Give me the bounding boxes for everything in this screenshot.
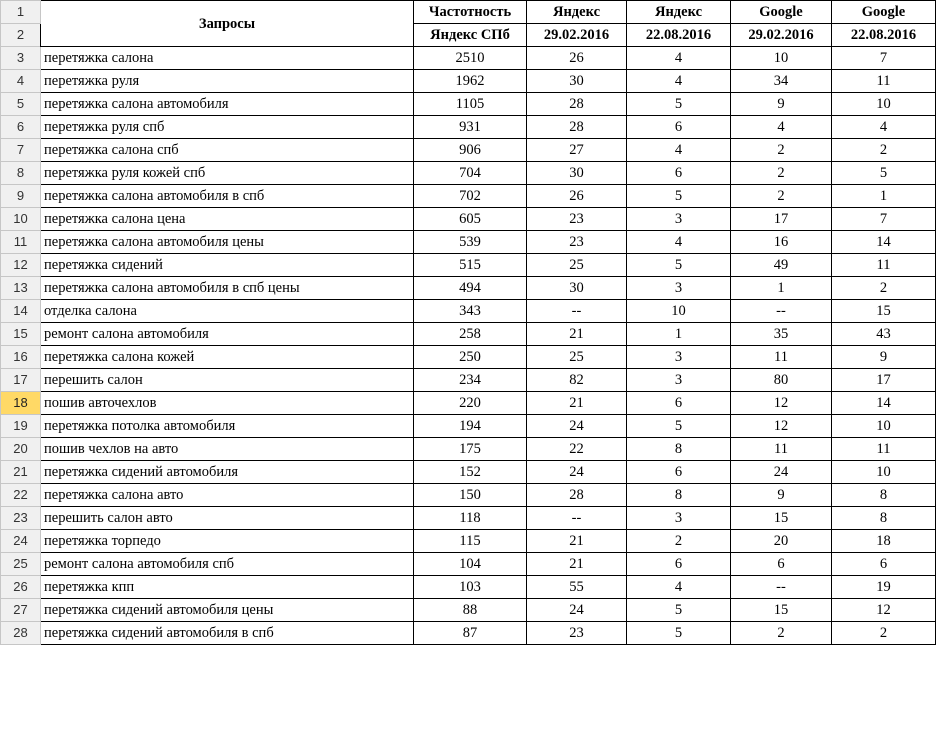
column-subheader-yandex-1[interactable]: 29.02.2016 [527, 24, 627, 47]
table-row [1, 576, 936, 599]
cell-query[interactable]: перетяжка руля [41, 70, 414, 93]
cell-query[interactable]: перетяжка салона автомобиля в спб [41, 185, 414, 208]
cell-google-2[interactable]: 12 [832, 599, 936, 622]
row-header[interactable]: 21 [1, 461, 41, 484]
cell-query[interactable]: перетяжка салона кожей [41, 346, 414, 369]
cell-google-2[interactable]: 2 [832, 139, 936, 162]
cell-yandex-1[interactable]: 21 [527, 553, 627, 576]
table-row [1, 415, 936, 438]
row-header[interactable]: 3 [1, 47, 41, 70]
cell-google-2[interactable]: 7 [832, 208, 936, 231]
cell-google-1[interactable]: 35 [731, 323, 832, 346]
cell-frequency[interactable]: 494 [414, 277, 527, 300]
table-row [1, 277, 936, 300]
table-row [1, 346, 936, 369]
cell-query[interactable]: пошив авточехлов [41, 392, 414, 415]
column-subheader-google-1[interactable]: 29.02.2016 [731, 24, 832, 47]
cell-query[interactable]: перешить салон авто [41, 507, 414, 530]
cell-query[interactable]: перетяжка кпп [41, 576, 414, 599]
cell-yandex-2[interactable]: 3 [627, 208, 731, 231]
cell-yandex-2[interactable]: 4 [627, 139, 731, 162]
cell-yandex-2[interactable]: 4 [627, 231, 731, 254]
column-header-yandex-2[interactable]: Яндекс [627, 1, 731, 24]
cell-google-1[interactable]: 11 [731, 438, 832, 461]
cell-frequency[interactable]: 115 [414, 530, 527, 553]
cell-google-1[interactable]: 80 [731, 369, 832, 392]
cell-query[interactable]: перетяжка салона цена [41, 208, 414, 231]
cell-query[interactable]: отделка салона [41, 300, 414, 323]
cell-google-2[interactable]: 18 [832, 530, 936, 553]
cell-yandex-1[interactable]: 30 [527, 70, 627, 93]
cell-yandex-1[interactable]: 24 [527, 599, 627, 622]
cell-yandex-2[interactable]: 8 [627, 438, 731, 461]
cell-query[interactable]: ремонт салона автомобиля спб [41, 553, 414, 576]
table-row [1, 438, 936, 461]
cell-google-1[interactable]: 24 [731, 461, 832, 484]
row-header[interactable]: 26 [1, 576, 41, 599]
cell-yandex-2[interactable]: 6 [627, 116, 731, 139]
cell-google-2[interactable]: 10 [832, 461, 936, 484]
cell-frequency[interactable]: 104 [414, 553, 527, 576]
cell-google-1[interactable]: 2 [731, 162, 832, 185]
row-header[interactable]: 2 [1, 24, 41, 47]
row-header[interactable]: 8 [1, 162, 41, 185]
table-row [1, 622, 936, 645]
row-header[interactable]: 28 [1, 622, 41, 645]
cell-frequency[interactable]: 118 [414, 507, 527, 530]
cell-yandex-1[interactable]: 23 [527, 231, 627, 254]
cell-frequency[interactable]: 931 [414, 116, 527, 139]
cell-yandex-2[interactable]: 2 [627, 530, 731, 553]
cell-query[interactable]: перетяжка салона автомобиля в спб цены [41, 277, 414, 300]
cell-google-1[interactable]: 12 [731, 415, 832, 438]
cell-yandex-1[interactable]: 23 [527, 208, 627, 231]
table-row [1, 185, 936, 208]
column-header-google-1[interactable]: Google [731, 1, 832, 24]
cell-google-2[interactable]: 10 [832, 93, 936, 116]
row-header[interactable]: 4 [1, 70, 41, 93]
cell-query[interactable]: перешить салон [41, 369, 414, 392]
table-row [1, 530, 936, 553]
column-subheader-yandex-2[interactable]: 22.08.2016 [627, 24, 731, 47]
table-row [1, 208, 936, 231]
cell-google-1[interactable]: 17 [731, 208, 832, 231]
cell-google-2[interactable]: 43 [832, 323, 936, 346]
row-header[interactable]: 17 [1, 369, 41, 392]
cell-google-1[interactable]: 11 [731, 346, 832, 369]
table-row [1, 93, 936, 116]
cell-yandex-2[interactable]: 6 [627, 553, 731, 576]
cell-yandex-2[interactable]: 5 [627, 599, 731, 622]
cell-yandex-2[interactable]: 4 [627, 576, 731, 599]
cell-query[interactable]: перетяжка салона авто [41, 484, 414, 507]
cell-google-2[interactable]: 11 [832, 254, 936, 277]
cell-yandex-2[interactable]: 5 [627, 254, 731, 277]
cell-frequency[interactable]: 258 [414, 323, 527, 346]
row-header[interactable]: 1 [1, 1, 41, 24]
cell-yandex-2[interactable]: 4 [627, 70, 731, 93]
cell-google-1[interactable]: 12 [731, 392, 832, 415]
cell-google-1[interactable]: 1 [731, 277, 832, 300]
cell-frequency[interactable]: 194 [414, 415, 527, 438]
cell-frequency[interactable]: 234 [414, 369, 527, 392]
cell-frequency[interactable]: 704 [414, 162, 527, 185]
cell-google-1[interactable]: -- [731, 300, 832, 323]
row-header[interactable]: 18 [1, 392, 41, 415]
cell-yandex-1[interactable]: 26 [527, 185, 627, 208]
cell-google-2[interactable]: 4 [832, 116, 936, 139]
cell-frequency[interactable]: 220 [414, 392, 527, 415]
cell-yandex-2[interactable]: 3 [627, 277, 731, 300]
row-header[interactable]: 5 [1, 93, 41, 116]
cell-yandex-1[interactable]: 28 [527, 93, 627, 116]
cell-google-1[interactable]: 6 [731, 553, 832, 576]
column-header-frequency[interactable]: Частотность [414, 1, 527, 24]
cell-yandex-2[interactable]: 5 [627, 93, 731, 116]
cell-yandex-1[interactable]: 82 [527, 369, 627, 392]
cell-yandex-2[interactable]: 4 [627, 47, 731, 70]
cell-yandex-2[interactable]: 1 [627, 323, 731, 346]
row-header[interactable]: 13 [1, 277, 41, 300]
column-subheader-google-2[interactable]: 22.08.2016 [832, 24, 936, 47]
cell-query[interactable]: перетяжка салона [41, 47, 414, 70]
cell-yandex-1[interactable]: 22 [527, 438, 627, 461]
table-row [1, 47, 936, 70]
row-header[interactable]: 22 [1, 484, 41, 507]
table-row [1, 461, 936, 484]
row-header[interactable]: 6 [1, 116, 41, 139]
cell-google-2[interactable]: 5 [832, 162, 936, 185]
cell-google-2[interactable]: 11 [832, 70, 936, 93]
cell-google-1[interactable]: 15 [731, 599, 832, 622]
cell-yandex-1[interactable]: 30 [527, 277, 627, 300]
row-header[interactable]: 25 [1, 553, 41, 576]
cell-google-2[interactable]: 7 [832, 47, 936, 70]
cell-query[interactable]: перетяжка руля кожей спб [41, 162, 414, 185]
column-header-queries[interactable]: Запросы [41, 1, 414, 47]
table-row [1, 70, 936, 93]
cell-google-1[interactable]: 9 [731, 484, 832, 507]
cell-yandex-1[interactable]: -- [527, 507, 627, 530]
row-header[interactable]: 27 [1, 599, 41, 622]
table-row [1, 231, 936, 254]
column-header-google-2[interactable]: Google [832, 1, 936, 24]
cell-query[interactable]: перетяжка салона спб [41, 139, 414, 162]
cell-yandex-2[interactable]: 6 [627, 162, 731, 185]
cell-google-2[interactable]: 15 [832, 300, 936, 323]
cell-google-1[interactable]: 15 [731, 507, 832, 530]
row-header[interactable]: 24 [1, 530, 41, 553]
cell-yandex-2[interactable]: 3 [627, 369, 731, 392]
cell-yandex-2[interactable]: 5 [627, 622, 731, 645]
table-row [1, 323, 936, 346]
cell-yandex-2[interactable]: 3 [627, 346, 731, 369]
cell-yandex-1[interactable]: 21 [527, 323, 627, 346]
cell-yandex-1[interactable]: 24 [527, 415, 627, 438]
table-row [1, 162, 936, 185]
table-row [1, 599, 936, 622]
row-header[interactable]: 11 [1, 231, 41, 254]
cell-yandex-2[interactable]: 5 [627, 415, 731, 438]
cell-frequency[interactable]: 343 [414, 300, 527, 323]
cell-frequency[interactable]: 88 [414, 599, 527, 622]
cell-yandex-1[interactable]: 55 [527, 576, 627, 599]
cell-google-1[interactable]: -- [731, 576, 832, 599]
table-row [1, 369, 936, 392]
cell-frequency[interactable]: 2510 [414, 47, 527, 70]
cell-yandex-2[interactable]: 5 [627, 185, 731, 208]
cell-query[interactable]: перетяжка сидений автомобиля [41, 461, 414, 484]
cell-yandex-1[interactable]: 21 [527, 392, 627, 415]
row-header[interactable]: 14 [1, 300, 41, 323]
cell-frequency[interactable]: 1962 [414, 70, 527, 93]
cell-google-1[interactable]: 16 [731, 231, 832, 254]
cell-yandex-2[interactable]: 3 [627, 507, 731, 530]
cell-query[interactable]: перетяжка сидений автомобиля в спб [41, 622, 414, 645]
cell-frequency[interactable]: 87 [414, 622, 527, 645]
cell-query[interactable]: перетяжка потолка автомобиля [41, 415, 414, 438]
cell-google-1[interactable]: 2 [731, 185, 832, 208]
cell-yandex-1[interactable]: 28 [527, 484, 627, 507]
cell-google-2[interactable]: 17 [832, 369, 936, 392]
cell-yandex-2[interactable]: 6 [627, 392, 731, 415]
table-row [1, 553, 936, 576]
cell-google-2[interactable]: 2 [832, 277, 936, 300]
cell-frequency[interactable]: 250 [414, 346, 527, 369]
cell-query[interactable]: ремонт салона автомобиля [41, 323, 414, 346]
cell-yandex-1[interactable]: 27 [527, 139, 627, 162]
cell-google-2[interactable]: 6 [832, 553, 936, 576]
row-header[interactable]: 7 [1, 139, 41, 162]
cell-yandex-2[interactable]: 10 [627, 300, 731, 323]
cell-google-2[interactable]: 8 [832, 484, 936, 507]
cell-google-1[interactable]: 20 [731, 530, 832, 553]
table-row [1, 507, 936, 530]
column-subheader-frequency[interactable]: Яндекс СПб [414, 24, 527, 47]
cell-yandex-1[interactable]: 21 [527, 530, 627, 553]
table-row [1, 116, 936, 139]
cell-frequency[interactable]: 1105 [414, 93, 527, 116]
row-header[interactable]: 23 [1, 507, 41, 530]
cell-yandex-1[interactable]: 25 [527, 254, 627, 277]
cell-google-2[interactable]: 11 [832, 438, 936, 461]
table-row [1, 484, 936, 507]
cell-frequency[interactable]: 605 [414, 208, 527, 231]
row-header[interactable]: 15 [1, 323, 41, 346]
cell-frequency[interactable]: 152 [414, 461, 527, 484]
table-row [1, 139, 936, 162]
row-header[interactable]: 9 [1, 185, 41, 208]
cell-query[interactable]: перетяжка торпедо [41, 530, 414, 553]
cell-yandex-1[interactable]: 24 [527, 461, 627, 484]
cell-google-2[interactable]: 10 [832, 415, 936, 438]
column-header-yandex-1[interactable]: Яндекс [527, 1, 627, 24]
cell-frequency[interactable]: 515 [414, 254, 527, 277]
row-header[interactable]: 10 [1, 208, 41, 231]
cell-google-1[interactable]: 4 [731, 116, 832, 139]
cell-google-2[interactable]: 14 [832, 231, 936, 254]
cell-frequency[interactable]: 103 [414, 576, 527, 599]
cell-frequency[interactable]: 150 [414, 484, 527, 507]
cell-frequency[interactable]: 539 [414, 231, 527, 254]
cell-google-2[interactable]: 1 [832, 185, 936, 208]
cell-query[interactable]: перетяжка сидений [41, 254, 414, 277]
cell-google-2[interactable]: 19 [832, 576, 936, 599]
row-header[interactable]: 19 [1, 415, 41, 438]
cell-frequency[interactable]: 702 [414, 185, 527, 208]
cell-yandex-2[interactable]: 8 [627, 484, 731, 507]
cell-google-1[interactable]: 2 [731, 622, 832, 645]
cell-google-2[interactable]: 9 [832, 346, 936, 369]
cell-yandex-1[interactable]: -- [527, 300, 627, 323]
cell-query[interactable]: перетяжка руля спб [41, 116, 414, 139]
cell-yandex-1[interactable]: 26 [527, 47, 627, 70]
cell-query[interactable]: перетяжка салона автомобиля [41, 93, 414, 116]
cell-google-1[interactable]: 49 [731, 254, 832, 277]
cell-google-2[interactable]: 8 [832, 507, 936, 530]
cell-google-1[interactable]: 9 [731, 93, 832, 116]
cell-google-1[interactable]: 34 [731, 70, 832, 93]
cell-yandex-1[interactable]: 25 [527, 346, 627, 369]
cell-yandex-1[interactable]: 23 [527, 622, 627, 645]
cell-google-2[interactable]: 2 [832, 622, 936, 645]
cell-query[interactable]: перетяжка салона автомобиля цены [41, 231, 414, 254]
row-header[interactable]: 12 [1, 254, 41, 277]
cell-frequency[interactable]: 906 [414, 139, 527, 162]
row-header[interactable]: 16 [1, 346, 41, 369]
cell-yandex-1[interactable]: 28 [527, 116, 627, 139]
row-header[interactable]: 20 [1, 438, 41, 461]
cell-query[interactable]: пошив чехлов на авто [41, 438, 414, 461]
table-row [1, 300, 936, 323]
cell-frequency[interactable]: 175 [414, 438, 527, 461]
table-row [1, 254, 936, 277]
cell-yandex-1[interactable]: 30 [527, 162, 627, 185]
table-row [1, 392, 936, 415]
cell-yandex-2[interactable]: 6 [627, 461, 731, 484]
cell-google-1[interactable]: 10 [731, 47, 832, 70]
cell-google-2[interactable]: 14 [832, 392, 936, 415]
cell-query[interactable]: перетяжка сидений автомобиля цены [41, 599, 414, 622]
cell-google-1[interactable]: 2 [731, 139, 832, 162]
